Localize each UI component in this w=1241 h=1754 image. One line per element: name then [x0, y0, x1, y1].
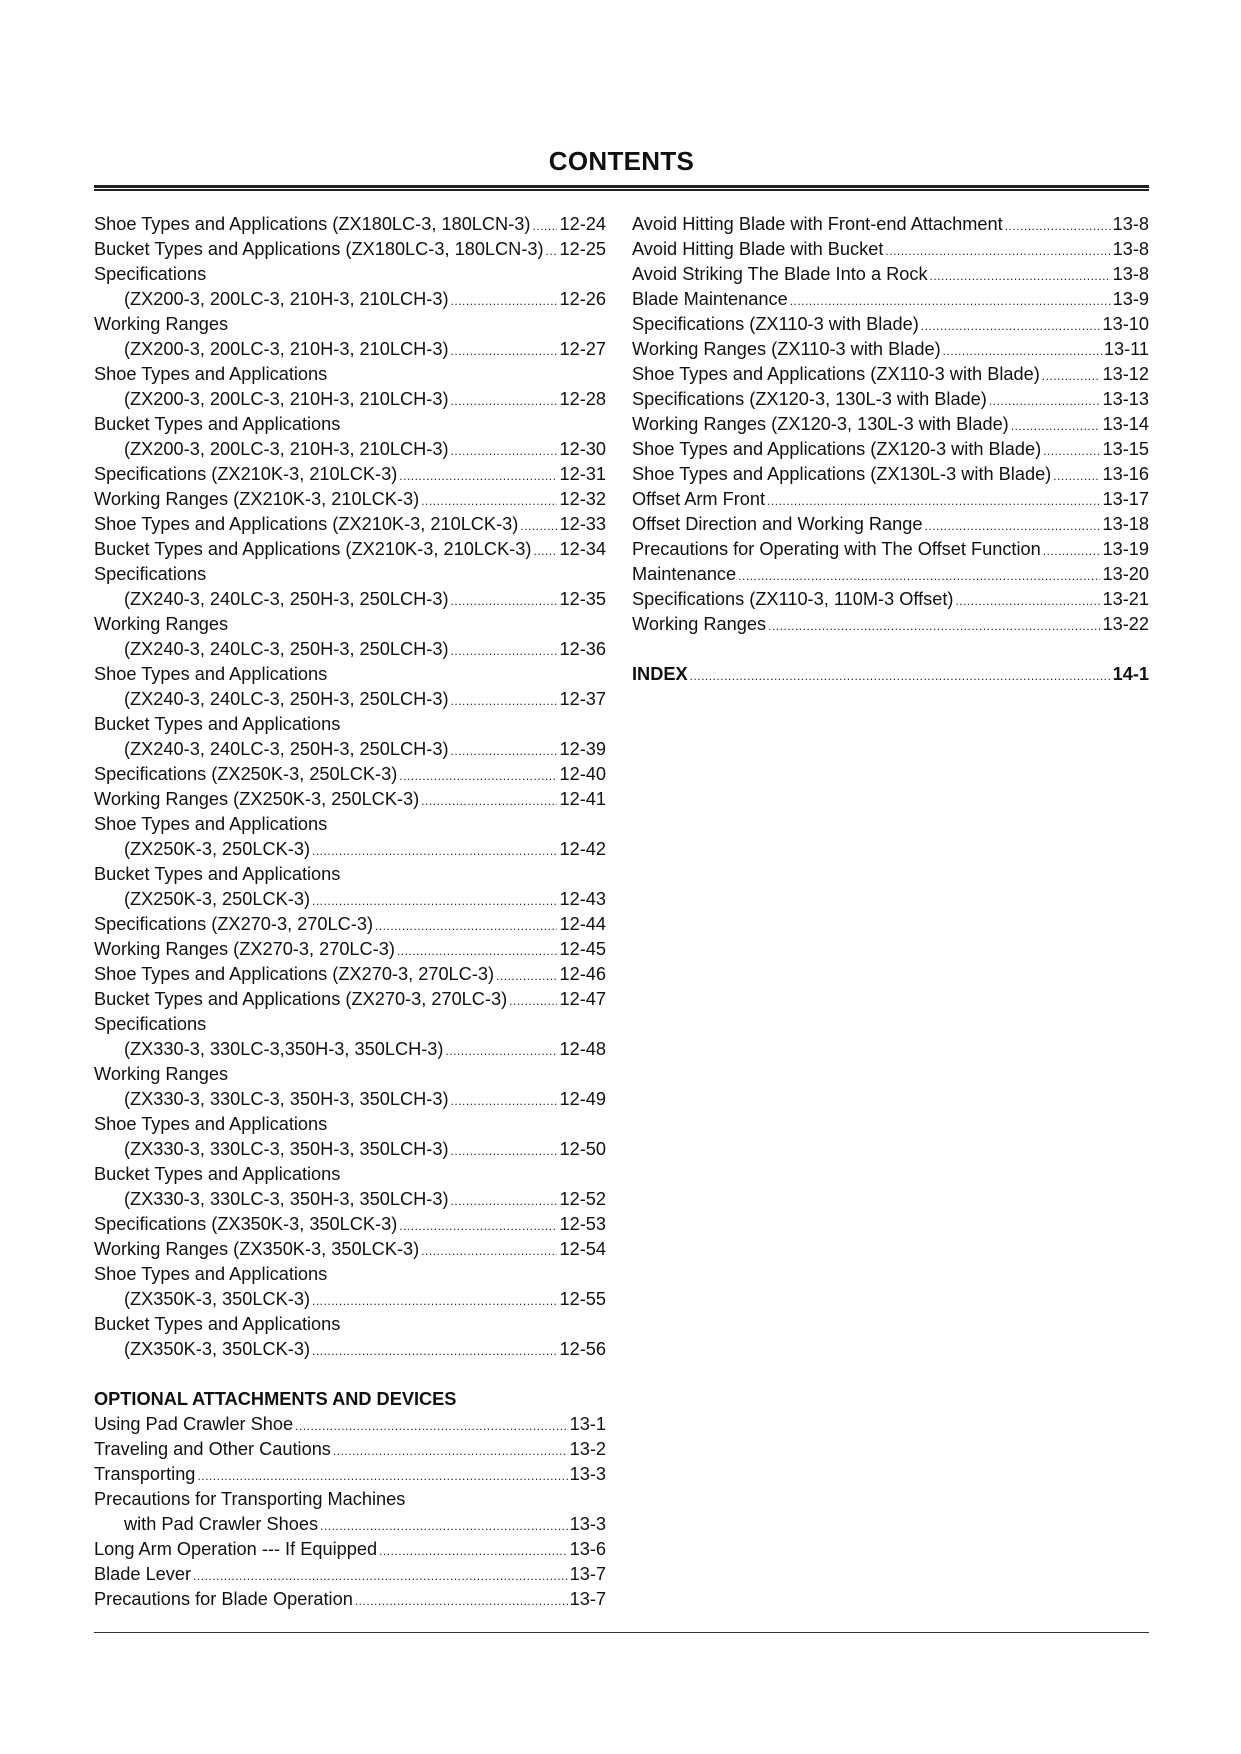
toc-entry-label: Shoe Types and Applications (ZX120-3 with Blade) [632, 439, 1042, 459]
dot-leader [451, 339, 558, 364]
toc-entry-label: (ZX200-3, 200LC-3, 210H-3, 210LCH-3) [124, 439, 449, 459]
toc-entry-label: Specifications (ZX110-3 with Blade) [632, 314, 919, 334]
dot-leader [790, 289, 1111, 314]
toc-entry-label: (ZX330-3, 330LC-3,350H-3, 350LCH-3) [124, 1039, 444, 1059]
toc-entry-page: 13-21 [1102, 589, 1149, 609]
toc-entry[interactable] [632, 412, 1149, 437]
toc-entry[interactable] [632, 562, 1149, 587]
toc-group-heading: Shoe Types and Applications [94, 1114, 328, 1134]
section-heading: OPTIONAL ATTACHMENTS AND DEVICES [94, 1389, 457, 1409]
toc-entry-page: 13-3 [569, 1464, 606, 1484]
toc-entry[interactable] [94, 1287, 606, 1312]
toc-entry[interactable] [94, 1337, 606, 1362]
dot-leader [738, 564, 1100, 589]
toc-entry-page: 12-48 [559, 1039, 606, 1059]
toc-entry-label: Maintenance [632, 564, 737, 584]
dot-leader [546, 239, 558, 264]
toc-entry-page: 13-13 [1102, 389, 1149, 409]
toc-entry[interactable] [94, 787, 606, 812]
toc-group-heading: Bucket Types and Applications [94, 1314, 341, 1334]
toc-entry-label: Transporting [94, 1464, 196, 1484]
spacer [632, 637, 1149, 662]
toc-entry[interactable] [632, 437, 1149, 462]
dot-leader [1053, 464, 1100, 489]
toc-entry-page: 12-42 [559, 839, 606, 859]
toc-entry[interactable] [94, 1237, 606, 1262]
dot-leader [885, 239, 1110, 264]
dot-leader [1043, 539, 1101, 564]
toc-entry-label: Avoid Hitting Blade with Front-end Attachment [632, 214, 1003, 234]
toc-entry-page: 12-35 [559, 589, 606, 609]
toc-entry-label: with Pad Crawler Shoes [124, 1514, 319, 1534]
toc-entry-label: (ZX250K-3, 250LCK-3) [124, 839, 311, 859]
toc-entry-label: Working Ranges (ZX250K-3, 250LCK-3) [94, 789, 420, 809]
toc-entry-label: (ZX240-3, 240LC-3, 250H-3, 250LCH-3) [124, 639, 449, 659]
toc-entry-label: Specifications (ZX270-3, 270LC-3) [94, 914, 374, 934]
toc-entry-page: 12-32 [559, 489, 606, 509]
toc-entry-label: Using Pad Crawler Shoe [94, 1414, 294, 1434]
dot-leader [520, 514, 557, 539]
toc-entry[interactable] [632, 237, 1149, 262]
dot-leader [451, 1189, 558, 1214]
toc-entry-page: 13-16 [1102, 464, 1149, 484]
toc-entry-page: 13-14 [1102, 414, 1149, 434]
dot-leader [690, 664, 1111, 689]
toc-entry[interactable] [94, 1212, 606, 1237]
dot-leader [451, 389, 558, 414]
toc-entry-label: Working Ranges (ZX110-3 with Blade) [632, 339, 941, 359]
dot-leader [397, 939, 558, 964]
dot-leader [421, 1239, 557, 1264]
dot-leader [295, 1414, 567, 1439]
toc-entry[interactable] [632, 287, 1149, 312]
toc-entry-page: 12-30 [559, 439, 606, 459]
toc-entry[interactable] [94, 687, 606, 712]
dot-leader [767, 489, 1100, 514]
toc-entry-page: 13-15 [1102, 439, 1149, 459]
dot-leader [375, 914, 557, 939]
toc-entry[interactable] [632, 662, 1149, 687]
bottom-rule [94, 1632, 1149, 1633]
toc-entry-label: Shoe Types and Applications (ZX180LC-3, 180LCN-3) [94, 214, 531, 234]
toc-entry-page: 12-24 [559, 214, 606, 234]
toc-entry-page: 13-2 [569, 1439, 606, 1459]
toc-entry-page: 12-28 [559, 389, 606, 409]
toc-entry-page: 13-12 [1102, 364, 1149, 384]
dot-leader [451, 689, 558, 714]
dot-leader [312, 1339, 557, 1364]
toc-entry-page: 12-55 [559, 1289, 606, 1309]
toc-entry[interactable] [94, 1087, 606, 1112]
dot-leader [1005, 214, 1111, 239]
toc-entry-page: 12-44 [559, 914, 606, 934]
dot-leader [1043, 439, 1100, 464]
toc-entry-label: Shoe Types and Applications (ZX270-3, 270LC-3) [94, 964, 495, 984]
toc-entry-label: Working Ranges (ZX210K-3, 210LCK-3) [94, 489, 420, 509]
toc-entry[interactable] [94, 437, 606, 462]
toc-entry[interactable] [94, 762, 606, 787]
toc-entry-label: Specifications (ZX120-3, 130L-3 with Blade) [632, 389, 987, 409]
toc-entry-page: 13-19 [1102, 539, 1149, 559]
toc-entry-page: 12-47 [559, 989, 606, 1009]
dot-leader [421, 489, 557, 514]
toc-entry-label: Avoid Hitting Blade with Bucket [632, 239, 884, 259]
toc-entry-label: Shoe Types and Applications (ZX210K-3, 210LCK-3) [94, 514, 519, 534]
dot-leader [924, 514, 1100, 539]
dot-leader [197, 1464, 567, 1489]
dot-leader [312, 839, 557, 864]
toc-entry[interactable] [94, 887, 606, 912]
toc-entry-label: Long Arm Operation --- If Equipped [94, 1539, 378, 1559]
toc-entry-page: 13-3 [569, 1514, 606, 1534]
toc-entry[interactable] [632, 387, 1149, 412]
toc-entry-page: 12-52 [559, 1189, 606, 1209]
toc-entry[interactable] [94, 1137, 606, 1162]
spacer [94, 1362, 606, 1387]
toc-entry-page: 12-39 [559, 739, 606, 759]
dot-leader [333, 1439, 568, 1464]
toc-entry-label: Working Ranges (ZX350K-3, 350LCK-3) [94, 1239, 420, 1259]
toc-entry-label: (ZX240-3, 240LC-3, 250H-3, 250LCH-3) [124, 739, 449, 759]
toc-entry[interactable] [94, 237, 606, 262]
dot-leader [421, 789, 557, 814]
toc-entry[interactable] [632, 362, 1149, 387]
toc-entry-page: 13-22 [1102, 614, 1149, 634]
dot-leader [451, 639, 558, 664]
toc-entry-label: Working Ranges (ZX120-3, 130L-3 with Blade) [632, 414, 1009, 434]
dot-leader [955, 589, 1100, 614]
dot-leader [379, 1539, 568, 1564]
toc-entry[interactable] [632, 537, 1149, 562]
dot-leader [445, 1039, 557, 1064]
toc-entry[interactable] [94, 212, 606, 237]
toc-entry-page: 13-20 [1102, 564, 1149, 584]
toc-entry-label: (ZX250K-3, 250LCK-3) [124, 889, 311, 909]
toc-group-heading: Precautions for Transporting Machines [94, 1489, 406, 1509]
toc-entry[interactable] [94, 937, 606, 962]
toc-group-heading: Shoe Types and Applications [94, 664, 328, 684]
toc-entry[interactable] [632, 337, 1149, 362]
dot-leader [1011, 414, 1101, 439]
page-title: CONTENTS [548, 146, 695, 176]
dot-leader [312, 889, 557, 914]
toc-entry[interactable] [94, 912, 606, 937]
dot-leader [509, 989, 557, 1014]
toc-entry-page: 12-45 [559, 939, 606, 959]
toc-entry[interactable] [94, 737, 606, 762]
dot-leader [921, 314, 1101, 339]
dot-leader [399, 464, 557, 489]
toc-entry-label: Blade Lever [94, 1564, 192, 1584]
toc-entry-page: 13-17 [1102, 489, 1149, 509]
toc-entry[interactable] [94, 287, 606, 312]
toc-entry-label: Shoe Types and Applications (ZX110-3 with Blade) [632, 364, 1040, 384]
dot-leader [768, 614, 1100, 639]
toc-entry-label: Bucket Types and Applications (ZX180LC-3, 180LCN-3) [94, 239, 544, 259]
toc-entry-label: (ZX200-3, 200LC-3, 210H-3, 210LCH-3) [124, 339, 449, 359]
toc-entry[interactable] [94, 387, 606, 412]
toc-entry[interactable] [94, 1037, 606, 1062]
toc-entry[interactable] [632, 212, 1149, 237]
toc-entry-page: 12-31 [559, 464, 606, 484]
dot-leader [451, 589, 558, 614]
toc-entry-label: Offset Direction and Working Range [632, 514, 923, 534]
toc-entry[interactable] [632, 262, 1149, 287]
dot-leader [943, 339, 1102, 364]
toc-entry-label: Precautions for Blade Operation [94, 1589, 353, 1609]
toc-entry-label: (ZX200-3, 200LC-3, 210H-3, 210LCH-3) [124, 289, 449, 309]
dot-leader [451, 1089, 558, 1114]
toc-entry[interactable] [94, 1512, 606, 1537]
toc-entry[interactable] [94, 1537, 606, 1562]
toc-entry-page: 13-11 [1103, 339, 1149, 359]
toc-entry-label: (ZX330-3, 330LC-3, 350H-3, 350LCH-3) [124, 1189, 449, 1209]
toc-group-heading: Working Ranges [94, 1064, 229, 1084]
toc-entry-page: 13-6 [569, 1539, 606, 1559]
toc-entry[interactable] [94, 1587, 606, 1612]
toc-entry[interactable] [94, 487, 606, 512]
dot-leader [320, 1514, 568, 1539]
toc-entry-page: 13-7 [569, 1589, 606, 1609]
toc-entry-page: 13-8 [1112, 264, 1149, 284]
dot-leader [312, 1289, 557, 1314]
toc-entry-page: 12-46 [559, 964, 606, 984]
toc-entry-label: Bucket Types and Applications (ZX210K-3, 210LCK-3) [94, 539, 532, 559]
toc-group-heading: Specifications [94, 564, 207, 584]
toc-entry-label: Blade Maintenance [632, 289, 788, 309]
toc-entry-label: Specifications (ZX110-3, 110M-3 Offset) [632, 589, 954, 609]
toc-entry-page: 13-1 [569, 1414, 606, 1434]
toc-entry-label: Offset Arm Front [632, 489, 766, 509]
toc-group-heading: Working Ranges [94, 614, 229, 634]
toc-entry[interactable] [94, 837, 606, 862]
dot-leader [451, 439, 558, 464]
toc-entry-page: 12-40 [559, 764, 606, 784]
toc-entry[interactable] [94, 987, 606, 1012]
toc-entry-page: 12-34 [559, 539, 606, 559]
toc-entry[interactable] [94, 1437, 606, 1462]
toc-entry-page: 13-7 [569, 1564, 606, 1584]
toc-entry-label: Bucket Types and Applications (ZX270-3, 270LC-3) [94, 989, 508, 1009]
toc-entry-page: 14-1 [1112, 664, 1149, 684]
toc-entry[interactable] [94, 587, 606, 612]
toc-entry-page: 12-36 [559, 639, 606, 659]
toc-entry[interactable] [632, 462, 1149, 487]
toc-entry-label: (ZX350K-3, 350LCK-3) [124, 1289, 311, 1309]
toc-entry[interactable] [632, 487, 1149, 512]
toc-entry-page: 12-56 [559, 1339, 606, 1359]
toc-entry-label: Traveling and Other Cautions [94, 1439, 331, 1459]
toc-entry-label: (ZX350K-3, 350LCK-3) [124, 1339, 311, 1359]
dot-leader [355, 1589, 568, 1614]
toc-entry-page: 12-25 [559, 239, 606, 259]
toc-group-heading: Bucket Types and Applications [94, 864, 341, 884]
toc-entry-label: Avoid Striking The Blade Into a Rock [632, 264, 928, 284]
toc-entry-page: 12-54 [559, 1239, 606, 1259]
toc-entry-page: 12-53 [559, 1214, 606, 1234]
dot-leader [1042, 364, 1101, 389]
dot-leader [399, 764, 557, 789]
toc-entry-page: 12-26 [559, 289, 606, 309]
toc-entry-page: 12-43 [559, 889, 606, 909]
toc-entry-page: 13-9 [1112, 289, 1149, 309]
toc-entry-label: (ZX330-3, 330LC-3, 350H-3, 350LCH-3) [124, 1139, 449, 1159]
dot-leader [451, 289, 558, 314]
toc-group-heading: Specifications [94, 1014, 207, 1034]
toc-group-heading: Working Ranges [94, 314, 229, 334]
dot-leader [989, 389, 1101, 414]
toc-entry[interactable] [632, 512, 1149, 537]
toc-entry-page: 12-41 [559, 789, 606, 809]
toc-group-heading: Shoe Types and Applications [94, 364, 328, 384]
toc-entry-page: 13-8 [1112, 214, 1149, 234]
toc-entry[interactable] [94, 512, 606, 537]
toc-entry[interactable] [632, 312, 1149, 337]
toc-left-column [94, 212, 606, 1612]
toc-entry-label: (ZX200-3, 200LC-3, 210H-3, 210LCH-3) [124, 389, 449, 409]
toc-entry-page: 12-27 [559, 339, 606, 359]
dot-leader [533, 539, 557, 564]
toc-group-heading: Shoe Types and Applications [94, 1264, 328, 1284]
toc-group-heading: Shoe Types and Applications [94, 814, 328, 834]
toc-entry-page: 12-37 [559, 689, 606, 709]
toc-entry[interactable] [94, 537, 606, 562]
toc-entry-label: Specifications (ZX250K-3, 250LCK-3) [94, 764, 398, 784]
toc-entry[interactable] [94, 637, 606, 662]
toc-right-column [632, 212, 1149, 687]
toc-entry-label: Working Ranges [632, 614, 767, 634]
toc-entry[interactable] [94, 337, 606, 362]
toc-entry-label: Specifications (ZX210K-3, 210LCK-3) [94, 464, 398, 484]
toc-group-heading: Specifications [94, 264, 207, 284]
toc-entry[interactable] [632, 612, 1149, 637]
toc-entry-label: Specifications (ZX350K-3, 350LCK-3) [94, 1214, 398, 1234]
toc-entry[interactable] [94, 462, 606, 487]
toc-entry-label: INDEX [632, 664, 688, 684]
toc-entry[interactable] [94, 1562, 606, 1587]
toc-entry[interactable] [94, 1187, 606, 1212]
toc-entry-page: 12-50 [559, 1139, 606, 1159]
dot-leader [496, 964, 557, 989]
toc-entry-label: (ZX330-3, 330LC-3, 350H-3, 350LCH-3) [124, 1089, 449, 1109]
dot-leader [451, 739, 558, 764]
toc-entry[interactable] [632, 587, 1149, 612]
toc-entry-page: 13-10 [1102, 314, 1149, 334]
toc-group-heading: Bucket Types and Applications [94, 714, 341, 734]
dot-leader [930, 264, 1111, 289]
title-rule [94, 185, 1149, 191]
dot-leader [193, 1564, 568, 1589]
dot-leader [451, 1139, 558, 1164]
toc-entry-label: Working Ranges (ZX270-3, 270LC-3) [94, 939, 395, 959]
toc-entry[interactable] [94, 962, 606, 987]
toc-group-heading: Bucket Types and Applications [94, 414, 341, 434]
toc-entry-label: (ZX240-3, 240LC-3, 250H-3, 250LCH-3) [124, 689, 449, 709]
toc-entry[interactable] [94, 1412, 606, 1437]
toc-entry-label: Precautions for Operating with The Offset Function [632, 539, 1041, 559]
dot-leader [399, 1214, 557, 1239]
toc-entry-page: 12-49 [559, 1089, 606, 1109]
toc-entry-label: Shoe Types and Applications (ZX130L-3 with Blade) [632, 464, 1052, 484]
toc-entry-page: 13-18 [1102, 514, 1149, 534]
toc-entry[interactable] [94, 1462, 606, 1487]
toc-entry-label: (ZX240-3, 240LC-3, 250H-3, 250LCH-3) [124, 589, 449, 609]
toc-entry-page: 13-8 [1112, 239, 1149, 259]
toc-entry-page: 12-33 [559, 514, 606, 534]
dot-leader [532, 214, 557, 239]
toc-group-heading: Bucket Types and Applications [94, 1164, 341, 1184]
